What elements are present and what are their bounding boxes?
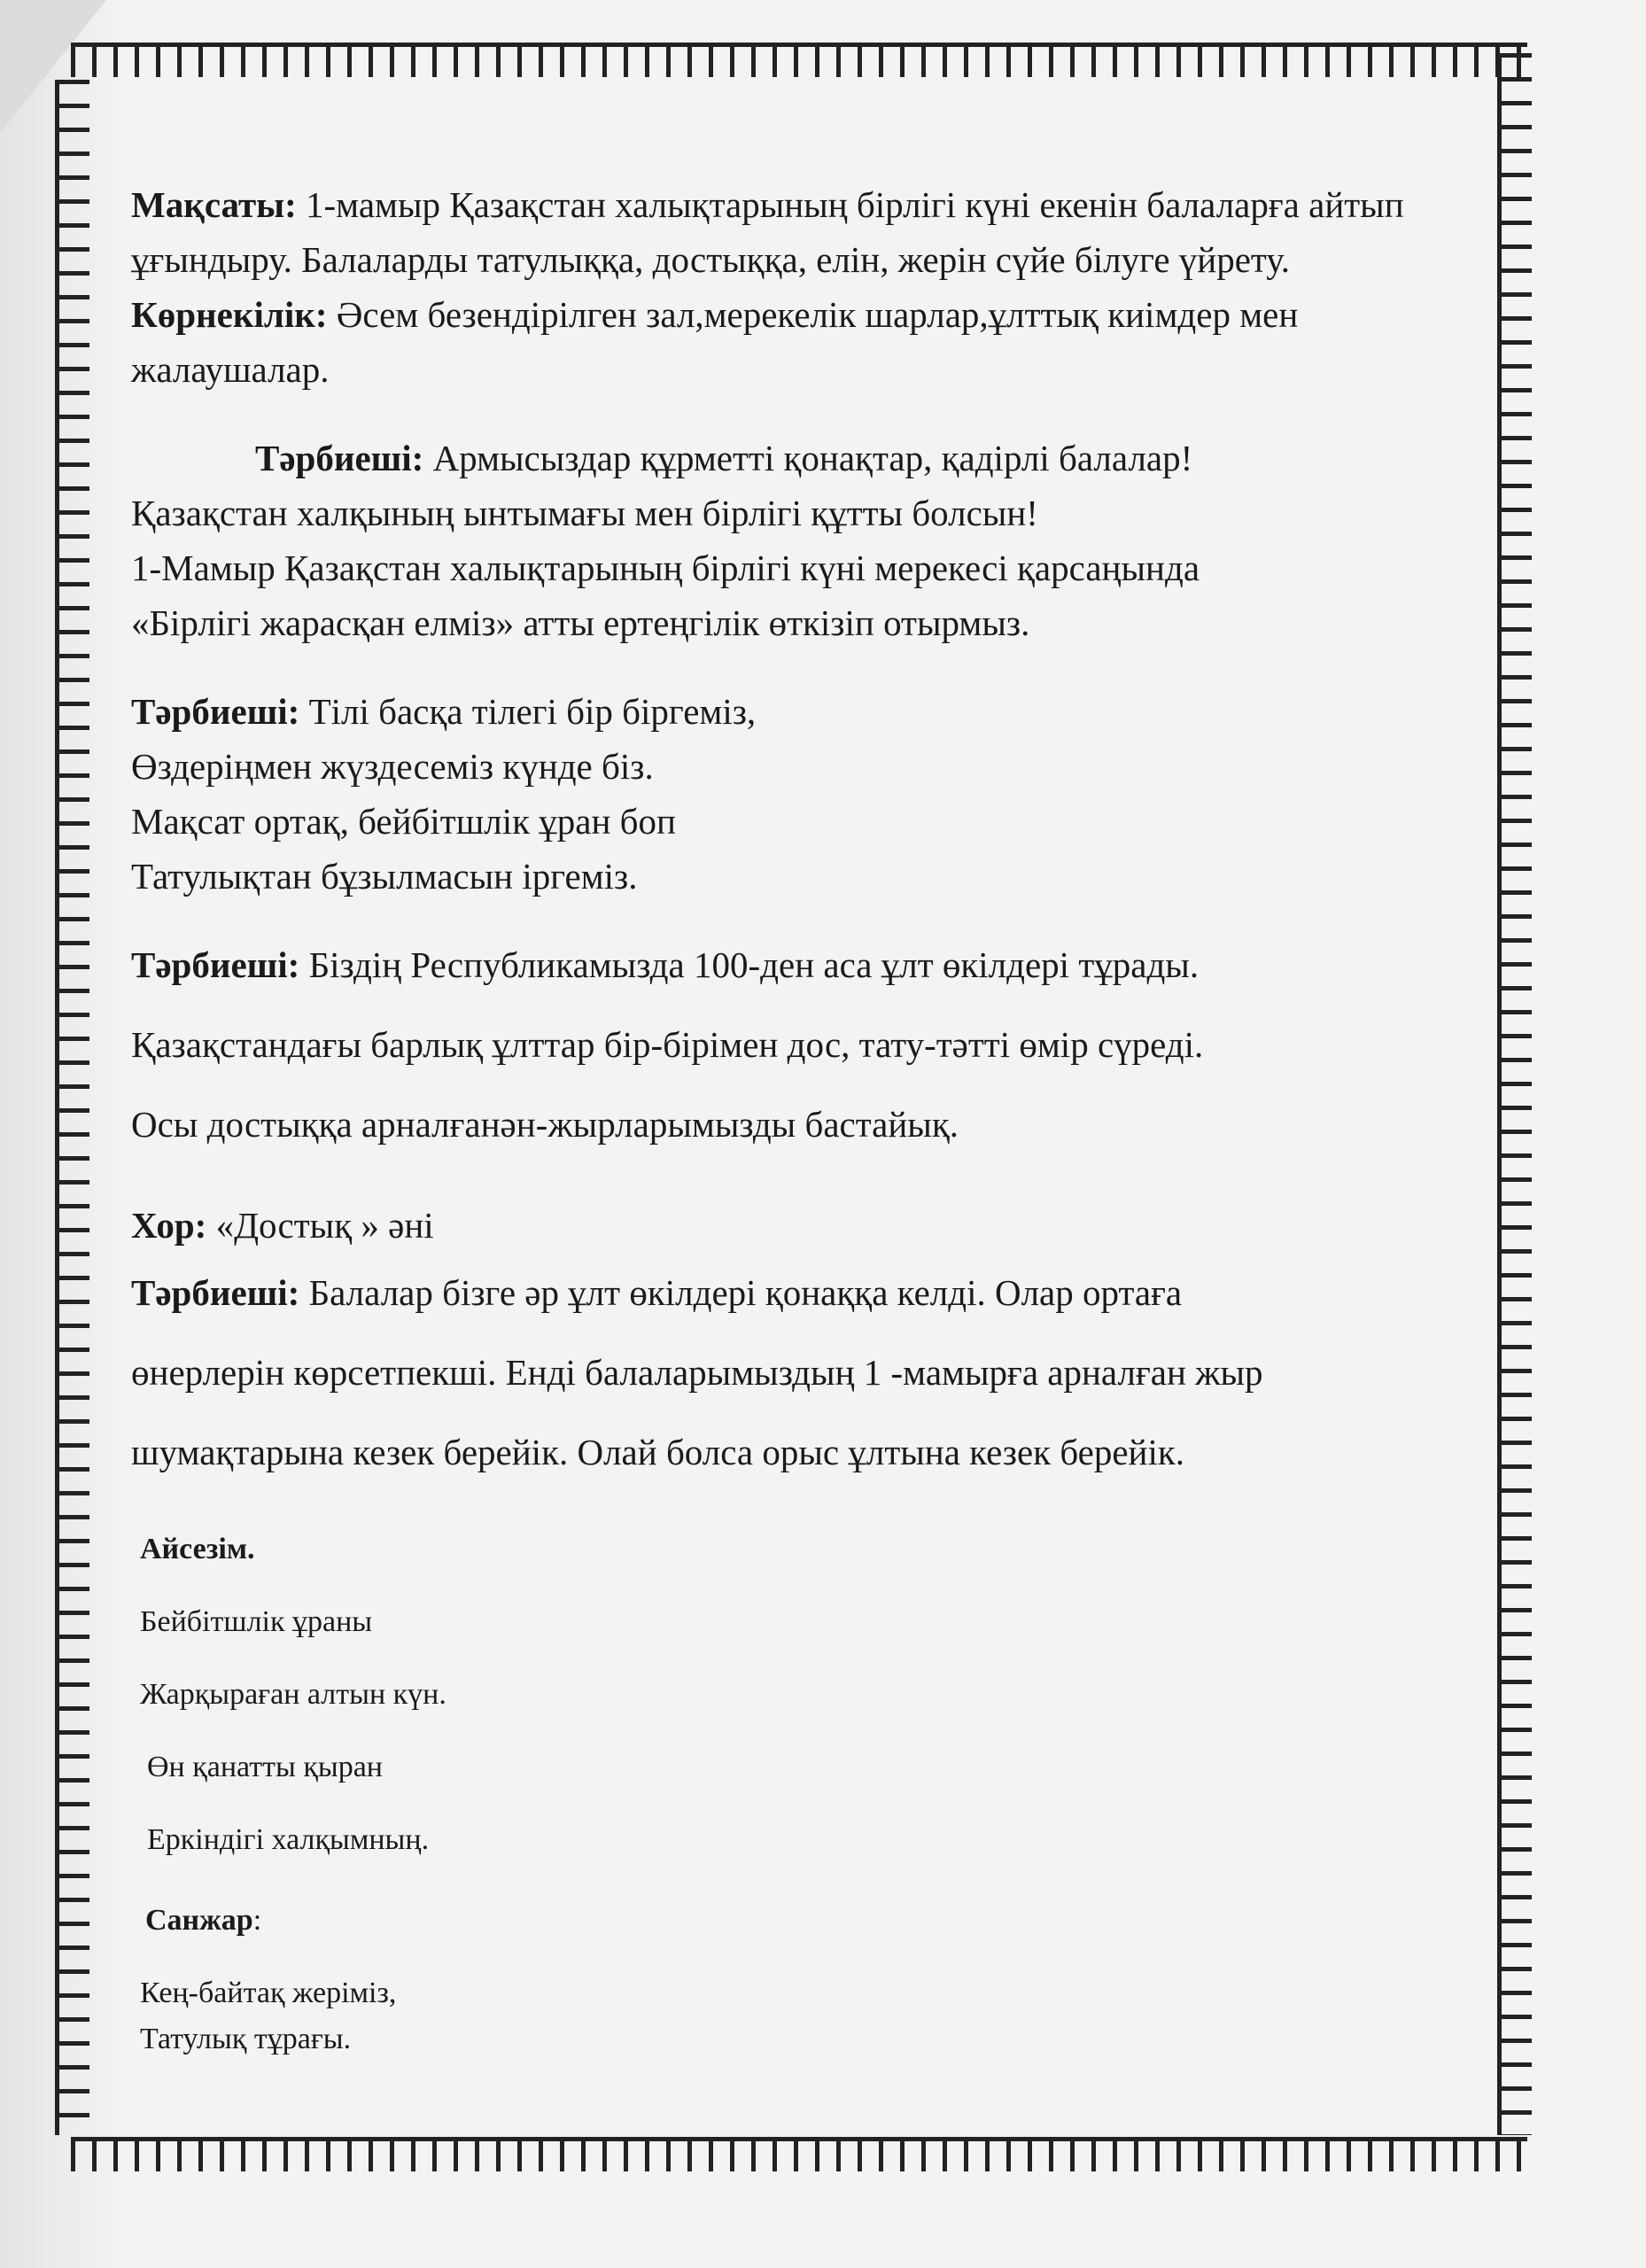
verse-line: Мақсат ортақ, бейбітшлік ұран боп <box>131 801 676 842</box>
goal-paragraph <box>131 177 1487 287</box>
choir-text: «Достық » әні <box>206 1205 434 1246</box>
republic-block <box>131 925 1487 1164</box>
goal-label: Мақсаты: <box>131 184 297 225</box>
decorative-border-bottom <box>71 2137 1527 2171</box>
sanzhar-poem <box>131 1876 1487 2062</box>
speaker-line <box>140 1876 1487 1965</box>
republic-line: Қазақстандағы барлық ұлттар бір-бірімен дос, тату-тәтті өмір сүреді. <box>131 1024 1204 1065</box>
speaker-name: Санжар <box>145 1904 253 1937</box>
poem-line: Жарқыраған алтын күн. <box>140 1678 446 1711</box>
verse-line: Татулықтан бұзылмасын іргеміз. <box>131 856 638 897</box>
intro-text: Армысыздар құрметті қонақтар, қадірлі балалар! <box>423 438 1193 478</box>
intro-block <box>131 431 1487 650</box>
republic-text: Біздің Республикамызда 100-ден аса ұлт өкілдері тұрады. <box>299 944 1200 985</box>
poem-line: Бейбітшлік ұраны <box>140 1605 373 1638</box>
teacher-label: Тәрбиеші: <box>255 438 424 478</box>
goal-text: 1-мамыр Қазақстан халықтарының бірлігі күні екенін балаларға айтып ұғындыру. Балаларды татулыққа, достыққа, елін, жерін сүйе білуге үйрету. <box>131 184 1404 280</box>
teacher-label: Тәрбиеші: <box>131 1272 300 1313</box>
visual-aids-paragraph <box>131 287 1487 397</box>
guests-block <box>131 1253 1487 1492</box>
aysezim-poem <box>131 1513 1487 1876</box>
intro-line: Қазақстан халқының ынтымағы мен бірлігі құтты болсын! <box>131 493 1038 533</box>
teacher-label: Тәрбиеші: <box>131 944 300 985</box>
republic-line <box>131 925 1487 1005</box>
guests-line: шумақтарына кезек берейік. Олай болса орыс ұлтына кезек берейік. <box>131 1432 1185 1472</box>
verse-line: Өздеріңмен жүздесеміз күнде біз. <box>131 746 654 787</box>
decorative-border-top <box>71 43 1527 77</box>
poem-line: Кең-байтақ жеріміз, <box>140 1977 397 2009</box>
decorative-border-right <box>1497 53 1532 2135</box>
guests-line <box>131 1253 1487 1332</box>
guests-line: өнерлерін көрсетпекші. Енді балаларымыздың 1 -мамырға арналған жыр <box>131 1352 1263 1393</box>
choir-label: Хор: <box>131 1205 207 1246</box>
intro-line <box>131 431 1487 485</box>
poem-line: Өн қанатты қыран <box>147 1751 383 1783</box>
republic-line: Осы достыққа арналғанән-жырларымызды бастайық. <box>131 1104 959 1145</box>
verse-text: Тілі басқа тілегі бір біргеміз, <box>299 691 757 732</box>
verse-block <box>131 684 1487 904</box>
decorative-border-left <box>55 80 89 2135</box>
document-body <box>131 177 1487 2062</box>
speaker-colon: : <box>252 1904 262 1937</box>
choir-line <box>131 1198 1487 1253</box>
visual-aids-label: Көрнекілік: <box>131 294 328 335</box>
visual-aids-text: Әсем безендірілген зал,мерекелік шарлар,ұлттық киімдер мен жалаушалар. <box>131 294 1299 390</box>
teacher-label: Тәрбиеші: <box>131 691 300 732</box>
poem-line: Еркіндігі халқымның. <box>147 1823 430 1856</box>
guests-text: Балалар бізге әр ұлт өкілдері қонаққа келді. Олар ортаға <box>299 1272 1183 1313</box>
verse-line <box>131 684 1487 739</box>
speaker-name: Айсезім. <box>140 1533 255 1565</box>
intro-line: «Бірлігі жарасқан елміз» атты ертеңгілік өткізіп отырмыз. <box>131 602 1030 643</box>
intro-line: 1-Мамыр Қазақстан халықтарының бірлігі күні мерекесі қарсаңында <box>131 548 1200 588</box>
poem-line: Татулық тұрағы. <box>140 2023 352 2055</box>
